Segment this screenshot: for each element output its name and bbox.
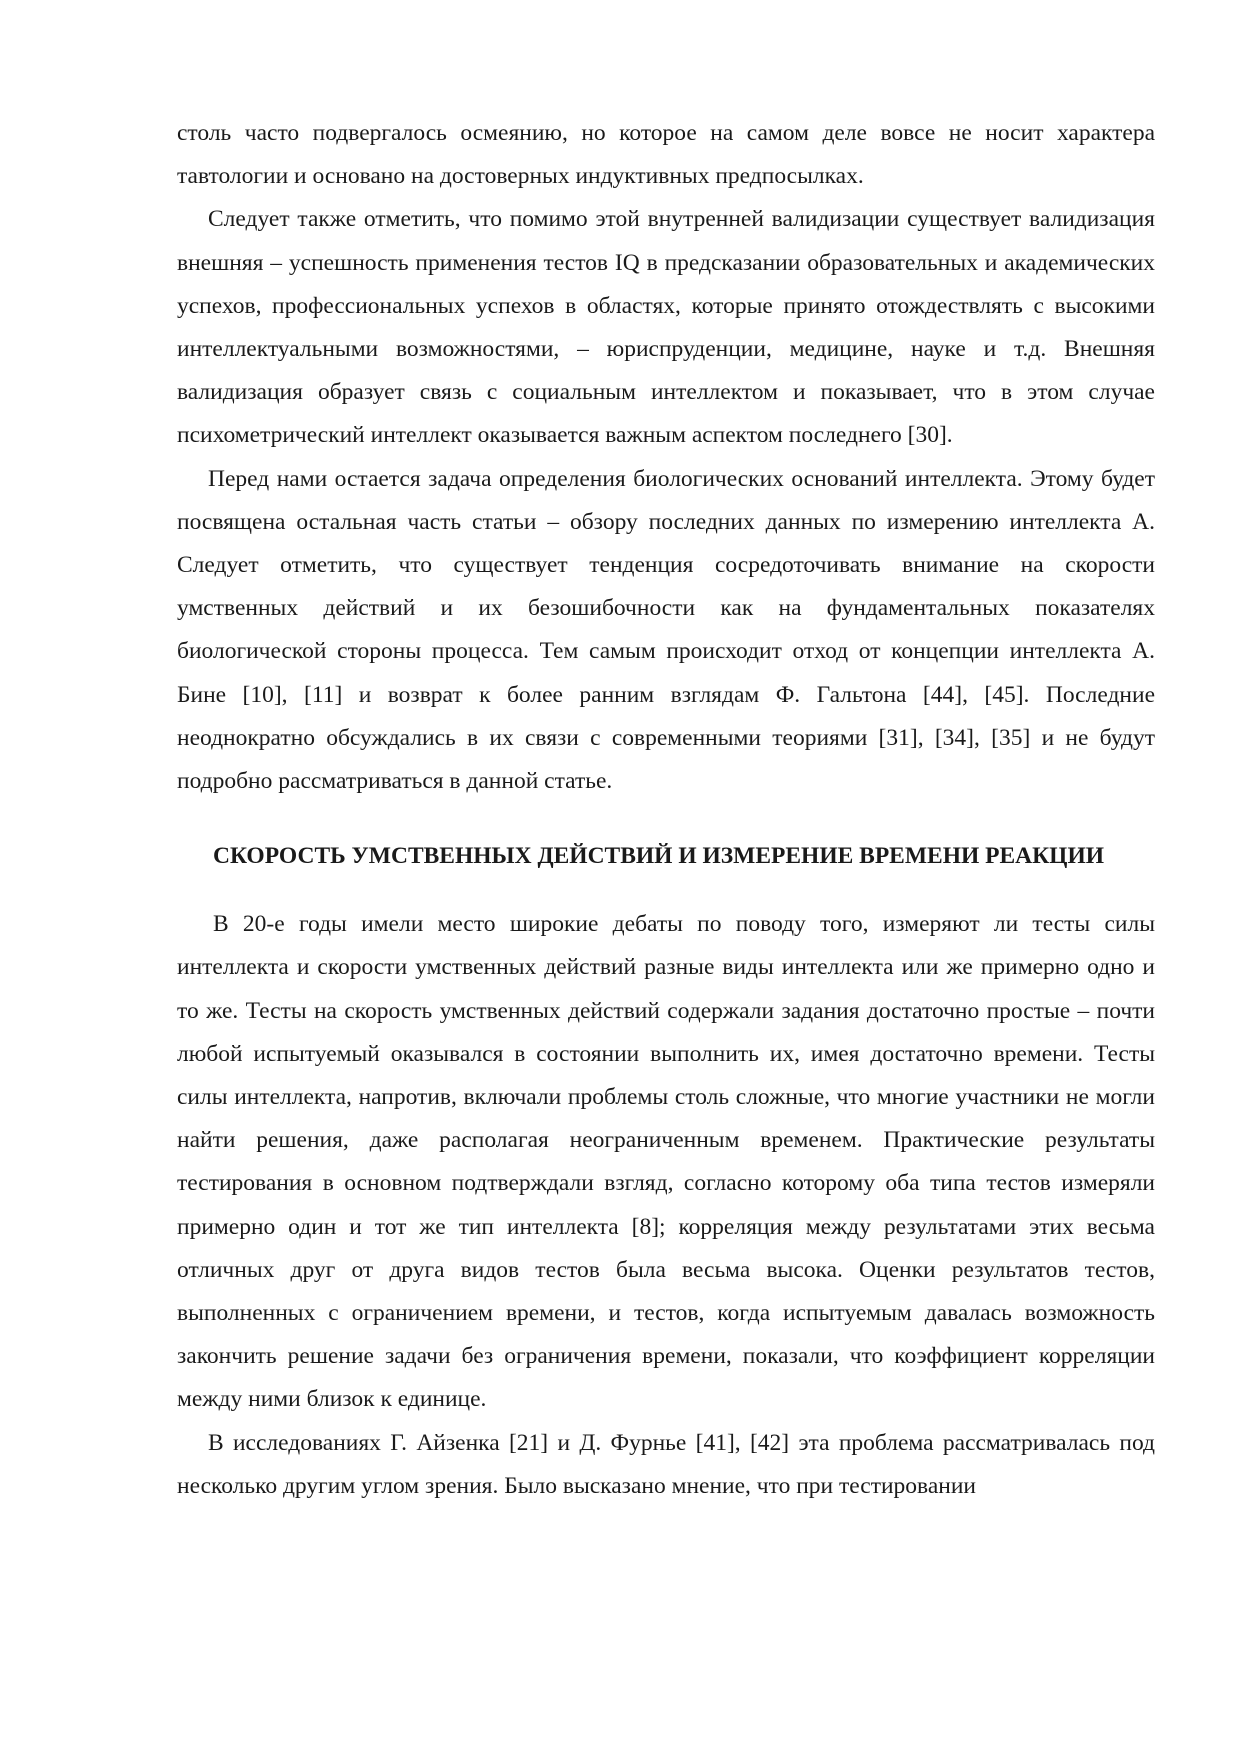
paragraph-external-validation: Следует также отметить, что помимо этой внутренней валидизации существует валидизация внешняя – успешность применения тестов IQ в предсказании образовательных и академических успехов, профессиональных успехов в областях, которые принято отождествлять с высокими интеллектуальными возможностями, – юриспруденции, медицине, науке и т.д. Внешняя валидизация образует связь с социальным интеллектом и показывает, что в этом случае психометрический интеллект оказывается важным аспектом последнего [30]. <box>177 206 1155 449</box>
spacer <box>177 883 1155 903</box>
paragraph-biological-basis: Перед нами остается задача определения биологических оснований интеллекта. Этому будет посвящена остальная часть статьи – обзору последних данных по измерению интеллекта А. Следует отметить, что существует тенденция сосредоточивать внимание на скорости умственных действий и их безошибочности как на фундаментальных показателях биологической стороны процесса. Тем самым происходит отход от концепции интеллекта А. Бине [10], [11] и возврат к более ранним взглядам Ф. Гальтона [44], [45]. Последние неоднократно обсуждались в их связи с современными теориями [31], [34], [35] и не будут подробно рассматриваться в данной статье. <box>177 465 1155 795</box>
paragraph-speed-power-debate: В 20-е годы имели место широкие дебаты по поводу того, измеряют ли тесты силы интеллекта и скорости умственных действий разные виды интеллекта или же примерно одно и то же. Тесты на скорость умственных действий содержали задания достаточно простые – почти любой испытуемый оказывался в состоянии выполнить их, имея достаточно времени. Тесты силы интеллекта, напротив, включали проблемы столь сложные, что многие участники не могли найти решения, даже располагая неограниченным временем. Практические результаты тестирования в основном подтверждали взгляд, согласно которому оба типа тестов измеряли примерно один и тот же тип интеллекта [8]; корреляция между результатами этих весьма отличных друг от друга видов тестов была весьма высока. Оценки результатов тестов, выполненных с ограничением времени, и тестов, когда испытуемым давалась возможность закончить решение задачи без ограничения времени, показали, что коэффициент корреляции между ними близок к единице. <box>177 911 1155 1413</box>
paragraph-continuation: столь часто подвергалось осмеянию, но которое на самом деле вовсе не носит характера тавтологии и основано на достоверных индуктивных предпосылках. <box>177 120 1155 190</box>
section-heading: СКОРОСТЬ УМСТВЕННЫХ ДЕЙСТВИЙ И ИЗМЕРЕНИЕ ВРЕМЕНИ РЕАКЦИИ <box>213 843 1105 870</box>
paragraph-eysenck-furneaux: В исследованиях Г. Айзенка [21] и Д. Фурнье [41], [42] эта проблема рассматривалась под несколько другим углом зрения. Было высказано мнение, что при тестировании <box>177 1429 1155 1499</box>
spacer <box>177 803 1155 829</box>
body-text <box>177 112 1155 1508</box>
